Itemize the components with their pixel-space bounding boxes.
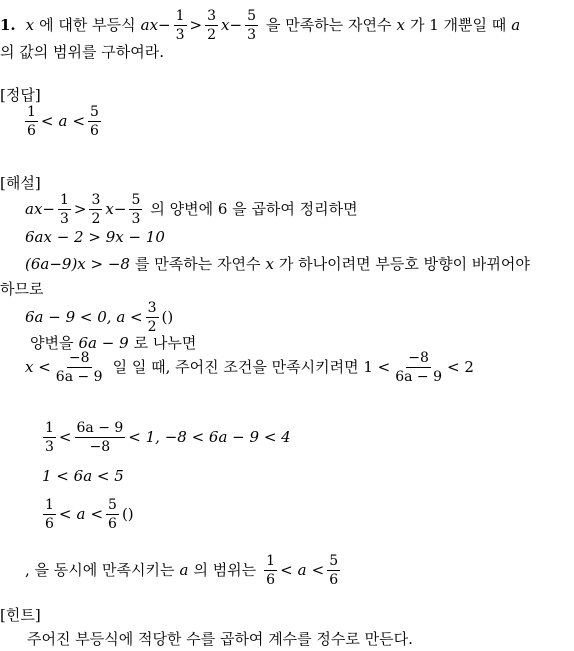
- answer-header-text: [정답]: [0, 86, 41, 104]
- fraction-5-3: $\frac{5}{3}$: [247, 8, 256, 44]
- fraction-3-2: $\frac{3}{2}$: [207, 8, 217, 44]
- solution-line-4: 하므로: [0, 280, 44, 298]
- minus-sign-2: −: [229, 16, 243, 35]
- solution-line-8: $\frac{1}{3}$ < $\frac{6a - 9}{-8}$ < 1, −8 < 6a − 9 < 4: [45, 420, 291, 456]
- problem-text-c: 가 1 개뿐일 때: [409, 16, 507, 35]
- solution-line-2: 6ax − 2 > 9x − 10: [25, 228, 165, 246]
- answer-fraction-5-6: $\frac{5}{6}$: [90, 104, 99, 140]
- problem-line-1: [0, 8, 520, 43]
- solution-line-6: 양변을 6a − 9 로 나누면: [30, 334, 197, 352]
- solution-line-10: $\frac{1}{6}$ < a < $\frac{5}{6}$ (): [45, 497, 134, 533]
- solution-line-3: (6a−9)x > −8 를 만족하는 자연수 x 가 하나이려면 부등호 방향이 바뀌어야: [25, 255, 530, 273]
- answer-header: [0, 88, 41, 103]
- hint-header-text: [힌트]: [0, 606, 41, 624]
- var-a: a: [511, 16, 521, 35]
- solution-line-9: 1 < 6a < 5: [42, 467, 124, 485]
- var-x-3: x: [396, 16, 405, 35]
- problem-line-2: [0, 45, 164, 60]
- problem-number: 1.: [0, 16, 16, 35]
- solution-line-1: ax − $\frac{1}{3}$ > $\frac{3}{2}$ x − $\frac{5}{3}$ 의 양변에 6 을 곱하여 정리하면: [25, 192, 358, 228]
- solution-line-11: , 을 동시에 만족시키는 a 의 범위는 $\frac{1}{6}$ < a < $\frac{5}{6}$: [25, 553, 339, 589]
- hint-header: [0, 608, 41, 623]
- minus-sign: −: [158, 16, 171, 35]
- hint-text: [27, 632, 413, 647]
- solution-line-7: x < $\frac{-8}{6a - 9}$ 일 일 때, 주어진 조건을 만족시키려면 1 < $\frac{-8}{6a - 9}$ < 2: [25, 350, 474, 386]
- gt-sign: >: [189, 16, 203, 35]
- ax-term: ax: [140, 16, 159, 35]
- var-x-2: x: [221, 16, 230, 35]
- solution-line-5: 6a − 9 < 0, a < $\frac{3}{2}$ (): [25, 300, 174, 336]
- solution-header-text: [해설]: [0, 174, 41, 192]
- solution-header: [0, 176, 41, 191]
- fraction-1-3: $\frac{1}{3}$: [175, 8, 185, 44]
- problem-text-b: 을 만족하는 자연수: [266, 16, 392, 35]
- hint-body: 주어진 부등식에 적당한 수를 곱하여 계수를 정수로 만든다.: [27, 630, 413, 648]
- solution-text-1: 의 양변에 6 을 곱하여 정리하면: [150, 200, 358, 219]
- problem-text-2: 의 값의 범위를 구하여라.: [0, 43, 164, 61]
- answer-inequality: $\frac{1}{6}$ < a < $\frac{5}{6}$: [27, 104, 99, 140]
- var-x: x: [25, 16, 35, 35]
- answer-fraction-1-6: $\frac{1}{6}$: [27, 104, 36, 140]
- problem-text-a: 에 대한 부등식: [39, 16, 136, 35]
